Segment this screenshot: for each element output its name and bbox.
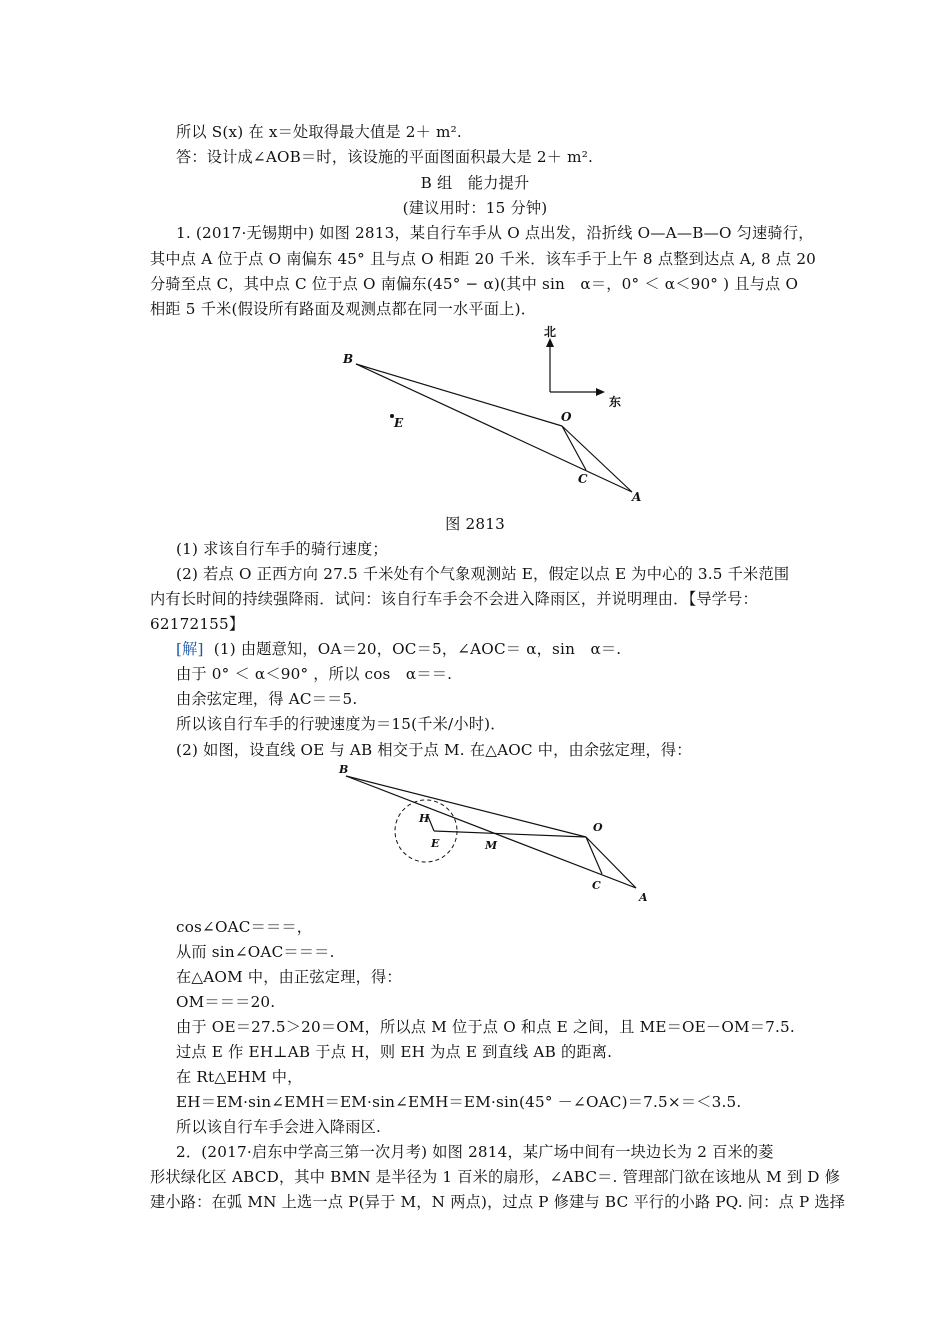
label-north: 北 [544,325,557,339]
problem2-line: 建小路：在弧 MN 上选一点 P(异于 M，N 两点)，过点 P 修建与 BC 平行的小路 PQ. 问：点 P 选择 [150,1193,846,1211]
north-arrow-icon [546,338,554,347]
label-C: C [578,472,588,486]
solution-line: 由余弦定理，得 AC＝＝5. [176,690,358,708]
text-line: 答：设计成∠AOB＝时，该设施的平面图面积最大是 2＋ m². [176,148,594,166]
label-east: 东 [609,395,622,409]
problem2-line: 形状绿化区 ABCD，其中 BMN 是半径为 1 百米的扇形，∠ABC＝. 管理部门欲在该地从 M 到 D 修 [150,1168,841,1186]
solution-text: (1) 由题意知，OA＝20，OC＝5，∠AOC＝ α，sin α＝. [213,640,622,658]
text-line: 所以 S(x) 在 x＝处取得最大值是 2＋ m². [176,123,462,141]
solution2-line: cos∠OAC＝＝＝， [176,918,313,936]
problem1-line: 相距 5 千米(假设所有路面及观测点都在同一水平面上)． [150,300,537,318]
label-E: E [394,416,404,430]
solution-first-line [176,638,621,660]
question-line: (2) 若点 O 正西方向 27.5 千米处有个气象观测站 E，假定以点 E 为中心的 3.5 千米范围 [176,565,790,583]
segment-OA [562,426,632,492]
east-arrow-icon [596,388,605,396]
solution-tag: [解] [176,640,204,658]
label-C: C [592,879,601,892]
label-M: M [485,839,498,852]
segment-OC [562,426,586,470]
figure-caption: 图 2813 [445,515,505,533]
solution2-line: 所以该自行车手会进入降雨区. [176,1118,382,1136]
label-E: E [431,837,440,850]
label-O: O [561,410,572,424]
problem1-line: 1. (2017·无锡期中) 如图 2813，某自行车手从 O 点出发，沿折线 O—A—B—O 匀速骑行， [176,224,814,242]
figure-2813 [330,322,650,512]
solution2-line: 在 Rt△EHM 中， [176,1068,303,1086]
label-B: B [339,763,349,776]
label-B: B [343,352,354,366]
label-O: O [593,821,603,834]
question-line: 内有长时间的持续强降雨．试问：该自行车手会不会进入降雨区，并说明理由．【导学号： [150,590,758,608]
segment-BO [356,364,562,426]
label-A: A [632,490,642,504]
solution2-line: EH＝EM·sin∠EMH＝EM·sin∠EMH＝EM·sin(45° －∠OAC)＝7.5×＝＜3.5. [176,1093,742,1111]
figure-solution [330,762,660,912]
section-time: (建议用时：15 分钟) [402,199,548,217]
solution-line: (2) 如图，设直线 OE 与 AB 相交于点 M. 在△AOC 中，由余弦定理，得： [176,741,692,759]
problem1-line: 分骑至点 C，其中点 C 位于点 O 南偏东(45° − α)(其中 sin α＝，0° ＜ α＜90° ) 且与点 O [150,275,799,293]
solution-line: 由于 0° ＜ α＜90° ，所以 cos α＝＝. [176,665,453,683]
question-line: 62172155】 [150,615,245,633]
label-A: A [639,891,648,904]
solution2-line: 由于 OE＝27.5＞20＝OM，所以点 M 位于点 O 和点 E 之间，且 ME＝OE－OM＝7.5. [176,1018,795,1036]
solution2-line: 在△AOM 中，由正弦定理，得： [176,968,402,986]
problem1-line: 其中点 A 位于点 O 南偏东 45° 且与点 O 相距 20 千米．该车手于上午 8 点整到达点 A, 8 点 20 [150,250,817,268]
segment-OC [586,837,602,874]
section-title: B 组 能力提升 [420,174,530,192]
solution2-line: OM＝＝＝20. [176,993,276,1011]
segment-BO [346,776,586,837]
solution2-line: 过点 E 作 EH⊥AB 于点 H，则 EH 为点 E 到直线 AB 的距离. [176,1043,613,1061]
solution-line: 所以该自行车手的行驶速度为＝15(千米/小时)． [176,715,506,733]
label-H: H [419,812,430,825]
problem2-line: 2．(2017·启东中学高三第一次月考) 如图 2814，某广场中间有一块边长为 2 百米的菱 [176,1143,774,1161]
solution2-line: 从而 sin∠OAC＝＝＝. [176,943,335,961]
question-line: (1) 求该自行车手的骑行速度； [176,540,388,558]
